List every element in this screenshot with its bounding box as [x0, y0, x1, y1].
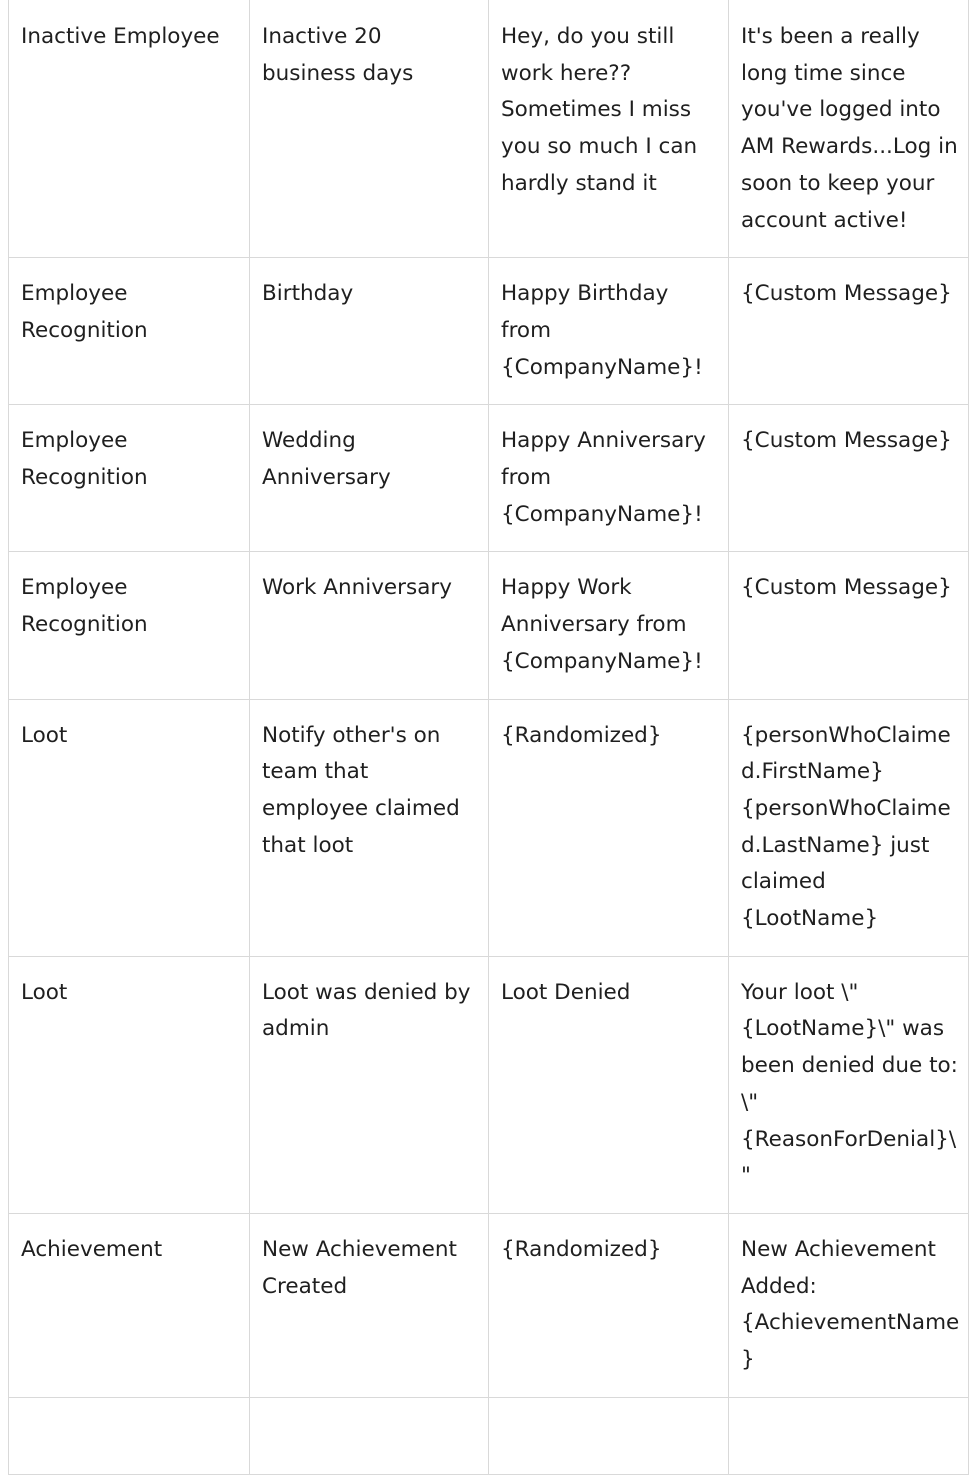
table-cell-message: {personWhoClaimed.FirstName} {personWhoClaimed.LastName} just claimed {LootName} — [729, 699, 969, 956]
table-row — [9, 258, 969, 405]
table-cell-message: {Custom Message} — [729, 552, 969, 699]
table-cell-title: Happy Birthday from {CompanyName}! — [489, 258, 729, 405]
notifications-table-container — [8, 0, 968, 1475]
table-cell-title: Happy Anniversary from {CompanyName}! — [489, 405, 729, 552]
table-cell-message: Your loot \"{LootName}\" was been denied due to: \"{ReasonForDenial}\" — [729, 956, 969, 1213]
table-row — [9, 0, 969, 258]
table-cell-category: Employee Recognition — [9, 258, 250, 405]
table-row — [9, 956, 969, 1213]
table-row — [9, 699, 969, 956]
table-cell-trigger: Birthday — [250, 258, 489, 405]
table-cell-title: Happy Work Anniversary from {CompanyName}! — [489, 552, 729, 699]
table-cell-trigger: Wedding Anniversary — [250, 405, 489, 552]
table-cell-message: {Custom Message} — [729, 258, 969, 405]
table-cell-empty — [9, 1397, 250, 1474]
table-cell-category: Loot — [9, 699, 250, 956]
table-cell-category: Loot — [9, 956, 250, 1213]
table-cell-title: Hey, do you still work here?? Sometimes I miss you so much I can hardly stand it — [489, 0, 729, 258]
table-cell-category: Employee Recognition — [9, 552, 250, 699]
table-cell-message: {Custom Message} — [729, 405, 969, 552]
notifications-table — [8, 0, 969, 1475]
table-row-partial — [9, 1397, 969, 1474]
table-row — [9, 405, 969, 552]
table-cell-empty — [729, 1397, 969, 1474]
table-cell-category: Inactive Employee — [9, 0, 250, 258]
table-cell-title: Loot Denied — [489, 956, 729, 1213]
table-cell-message: It's been a really long time since you've logged into AM Rewards...Log in soon to keep your account active! — [729, 0, 969, 258]
table-cell-empty — [489, 1397, 729, 1474]
table-cell-trigger: Work Anniversary — [250, 552, 489, 699]
table-cell-title: {Randomized} — [489, 699, 729, 956]
table-cell-trigger: Notify other's on team that employee claimed that loot — [250, 699, 489, 956]
table-cell-trigger: Loot was denied by admin — [250, 956, 489, 1213]
table-cell-title: {Randomized} — [489, 1213, 729, 1397]
table-cell-category: Employee Recognition — [9, 405, 250, 552]
table-cell-message: New Achievement Added: {AchievementName} — [729, 1213, 969, 1397]
table-cell-category: Achievement — [9, 1213, 250, 1397]
table-row — [9, 552, 969, 699]
table-row — [9, 1213, 969, 1397]
table-cell-empty — [250, 1397, 489, 1474]
table-cell-trigger: New Achievement Created — [250, 1213, 489, 1397]
table-cell-trigger: Inactive 20 business days — [250, 0, 489, 258]
